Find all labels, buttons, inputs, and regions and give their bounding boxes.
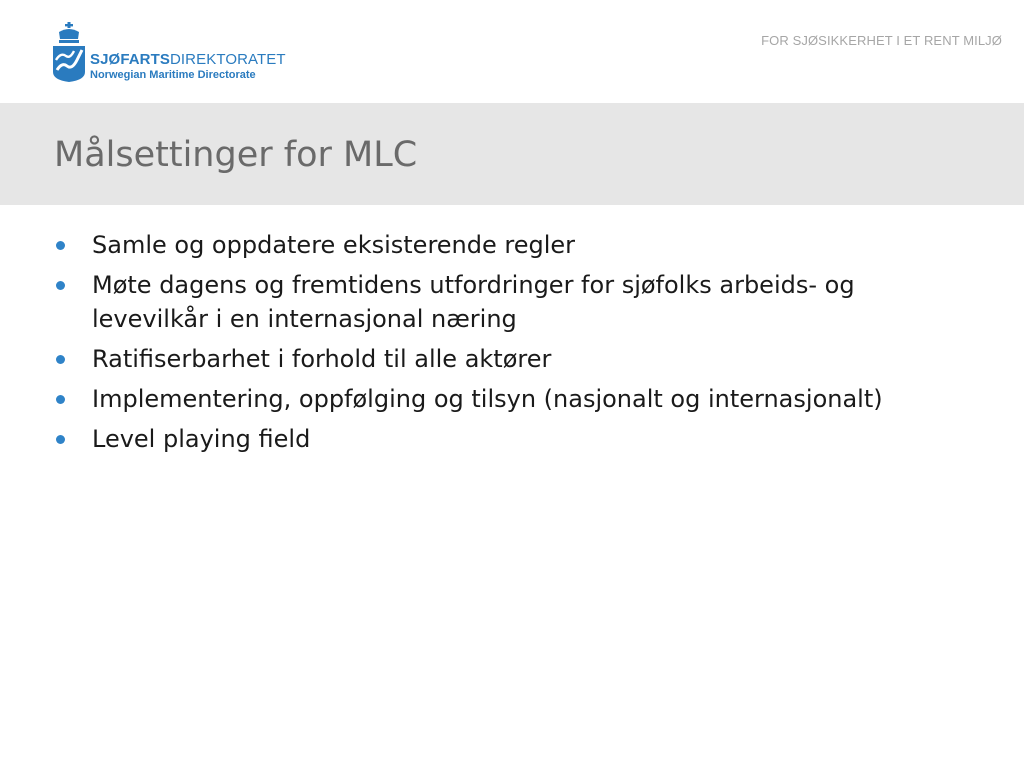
tagline: FOR SJØSIKKERHET I ET RENT MILJØ: [761, 33, 1002, 48]
logo-subtitle: Norwegian Maritime Directorate: [90, 69, 256, 81]
logo-text: [90, 52, 286, 82]
bullet-text: Samle og oppdatere eksisterende regler: [92, 231, 576, 259]
bullet-item: [56, 382, 976, 416]
bullet-item: [56, 422, 976, 456]
slide-title: Målsettinger for MLC: [54, 135, 418, 175]
bullet-text: Implementering, oppfølging og tilsyn (nasjonalt og internasjonalt): [92, 385, 883, 413]
bullet-text: Ratifiserbarhet i forhold til alle aktører: [92, 345, 552, 373]
bullet-dot-icon: [56, 281, 65, 290]
bullet-dot-icon: [56, 241, 65, 250]
bullet-dot-icon: [56, 395, 65, 404]
logo-name-bold: SJØFARTS: [90, 51, 170, 68]
bullet-item: [56, 268, 976, 336]
sjofartsdirektoratet-logo: [52, 22, 292, 84]
bullet-list: [56, 228, 976, 462]
bullet-text: Level playing field: [92, 425, 311, 453]
logo-name-rest: DIREKTORATET: [169, 51, 286, 68]
logo-name: [90, 52, 286, 68]
bullet-dot-icon: [56, 355, 65, 364]
bullet-text: Møte dagens og fremtidens utfordringer for sjøfolks arbeids- og levevilkår i en internasjonal næring: [92, 271, 855, 333]
crown-emblem-icon: [52, 22, 86, 82]
bullet-item: [56, 342, 976, 376]
bullet-item: [56, 228, 976, 262]
bullet-dot-icon: [56, 435, 65, 444]
